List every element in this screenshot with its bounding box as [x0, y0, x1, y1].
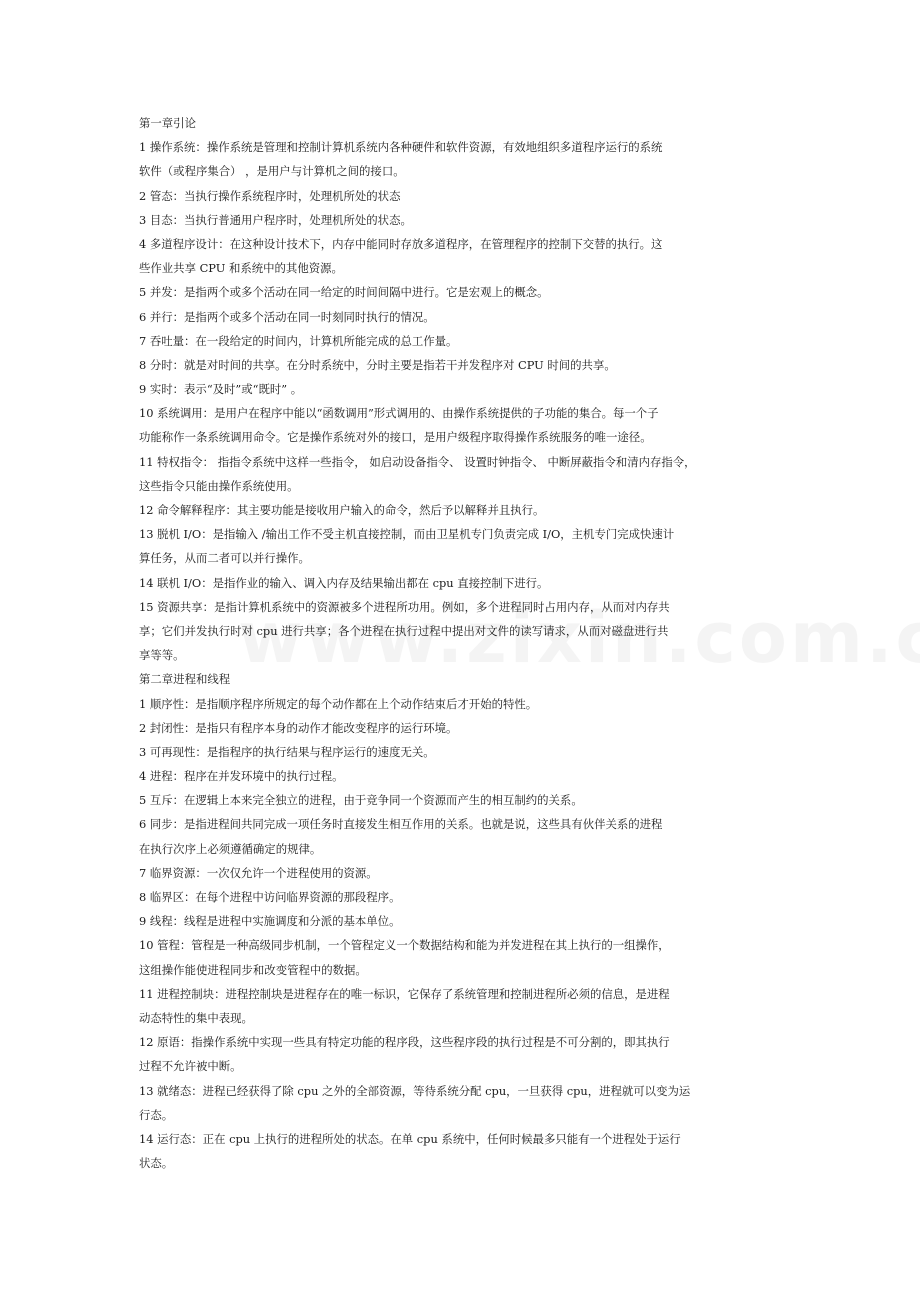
- text-line: 8 分时：就是对时间的共享。在分时系统中，分时主要是指若干并发程序对 CPU 时间的共享。: [139, 357, 616, 372]
- text-line: 6 同步：是指进程间共同完成一项任务时直接发生相互作用的关系。也就是说，这些具有伙伴关系的进程: [139, 817, 663, 832]
- text-line: 9 线程：线程是进程中实施调度和分派的基本单位。: [139, 914, 401, 929]
- text-line: 4 多道程序设计：在这种设计技术下，内存中能同时存放多道程序，在管理程序的控制下交替的执行。这: [139, 236, 663, 251]
- text-line: 14 运行态：正在 cpu 上执行的进程所处的状态。在单 cpu 系统中，任何时候最多只能有一个进程处于运行: [139, 1131, 681, 1146]
- text-line: 这些指令只能由操作系统使用。: [139, 478, 299, 493]
- text-line: 享等等。: [139, 648, 185, 663]
- text-line: 1 操作系统：操作系统是管理和控制计算机系统内各种硬件和软件资源，有效地组织多道程序运行的系统: [139, 140, 663, 155]
- text-line: 3 可再现性：是指程序的执行结果与程序运行的速度无关。: [139, 744, 435, 759]
- text-line: 2 封闭性：是指只有程序本身的动作才能改变程序的运行环境。: [139, 720, 458, 735]
- text-line: 5 互斥：在逻辑上本来完全独立的进程，由于竞争同一个资源而产生的相互制约的关系。: [139, 793, 583, 808]
- text-line: 7 临界资源：一次仅允许一个进程使用的资源。: [139, 865, 378, 880]
- text-line: 状态。: [139, 1156, 174, 1171]
- text-line: 第一章引论: [139, 116, 196, 130]
- text-line: 1 顺序性：是指顺序程序所规定的每个动作都在上个动作结束后才开始的特性。: [139, 696, 538, 711]
- text-line: 这组操作能使进程同步和改变管程中的数据。: [139, 962, 367, 977]
- text-line: 些作业共享 CPU 和系统中的其他资源。: [139, 261, 343, 276]
- text-line: 10 管程：管程是一种高级同步机制，一个管程定义一个数据结构和能为并发进程在其上执行的一组操作，: [139, 938, 670, 953]
- text-line: 算任务，从而二者可以并行操作。: [139, 551, 310, 566]
- document-body: [139, 116, 779, 1180]
- text-line: 第二章进程和线程: [139, 672, 231, 687]
- text-line: 11 进程控制块：进程控制块是进程存在的唯一标识，它保存了系统管理和控制进程所必须的信息，是进程: [139, 986, 670, 1001]
- text-line: 动态特性的集中表现。: [139, 1010, 253, 1025]
- text-line: 享；它们并发执行时对 cpu 进行共享；各个进程在执行过程中提出对文件的读写请求，从而对磁盘进行共: [139, 623, 669, 638]
- text-line: 13 脱机 I/O：是指输入 /输出工作不受主机直接控制，而由卫星机专门负责完成 I/O，主机专门完成快速计: [139, 527, 675, 542]
- text-line: 软件（或程序集合） ，是用户与计算机之间的接口。: [139, 164, 405, 179]
- text-line: 9 实时：表示“及时”或“既时” 。: [139, 382, 303, 397]
- text-line: 2 管态：当执行操作系统程序时，处理机所处的状态: [139, 188, 401, 203]
- text-line: 14 联机 I/O：是指作业的输入、调入内存及结果输出都在 cpu 直接控制下进行。: [139, 575, 549, 590]
- text-line: 3 目态：当执行普通用户程序时，处理机所处的状态。: [139, 212, 412, 227]
- text-line: 8 临界区：在每个进程中访问临界资源的那段程序。: [139, 890, 401, 904]
- text-line: 13 就绪态：进程已经获得了除 cpu 之外的全部资源，等待系统分配 cpu，一旦获得 cpu，进程就可以变为运: [139, 1083, 691, 1098]
- text-line: 11 特权指令： 指指令系统中这样一些指令， 如启动设备指令、 设置时钟指令、 中断屏蔽指令和清内存指令，: [139, 454, 696, 469]
- text-line: 在执行次序上必须遵循确定的规律。: [139, 841, 322, 856]
- text-line: 功能称作一条系统调用命令。它是操作系统对外的接口，是用户级程序取得操作系统服务的唯一途径。: [139, 430, 652, 445]
- text-line: 行态。: [139, 1107, 174, 1122]
- text-line: 12 命令解释程序：其主要功能是接收用户输入的命令，然后予以解释并且执行。: [139, 503, 545, 517]
- text-line: 6 并行：是指两个或多个活动在同一时刻同时执行的情况。: [139, 309, 435, 324]
- text-line: 4 进程：程序在并发环境中的执行过程。: [139, 769, 344, 784]
- text-line: 5 并发：是指两个或多个活动在同一给定的时间间隔中进行。它是宏观上的概念。: [139, 285, 549, 300]
- text-line: 15 资源共享：是指计算机系统中的资源被多个进程所功用。例如，多个进程同时占用内存，从而对内存共: [139, 599, 670, 614]
- text-line: 7 吞吐量：在一段给定的时间内，计算机所能完成的总工作量。: [139, 333, 458, 348]
- text-line: 过程不允许被中断。: [139, 1059, 242, 1074]
- text-line: 12 原语：指操作系统中实现一些具有特定功能的程序段，这些程序段的执行过程是不可分割的，即其执行: [139, 1035, 670, 1050]
- text-line: 10 系统调用：是用户在程序中能以“函数调用”形式调用的、由操作系统提供的子功能的集合。每一个子: [139, 406, 659, 421]
